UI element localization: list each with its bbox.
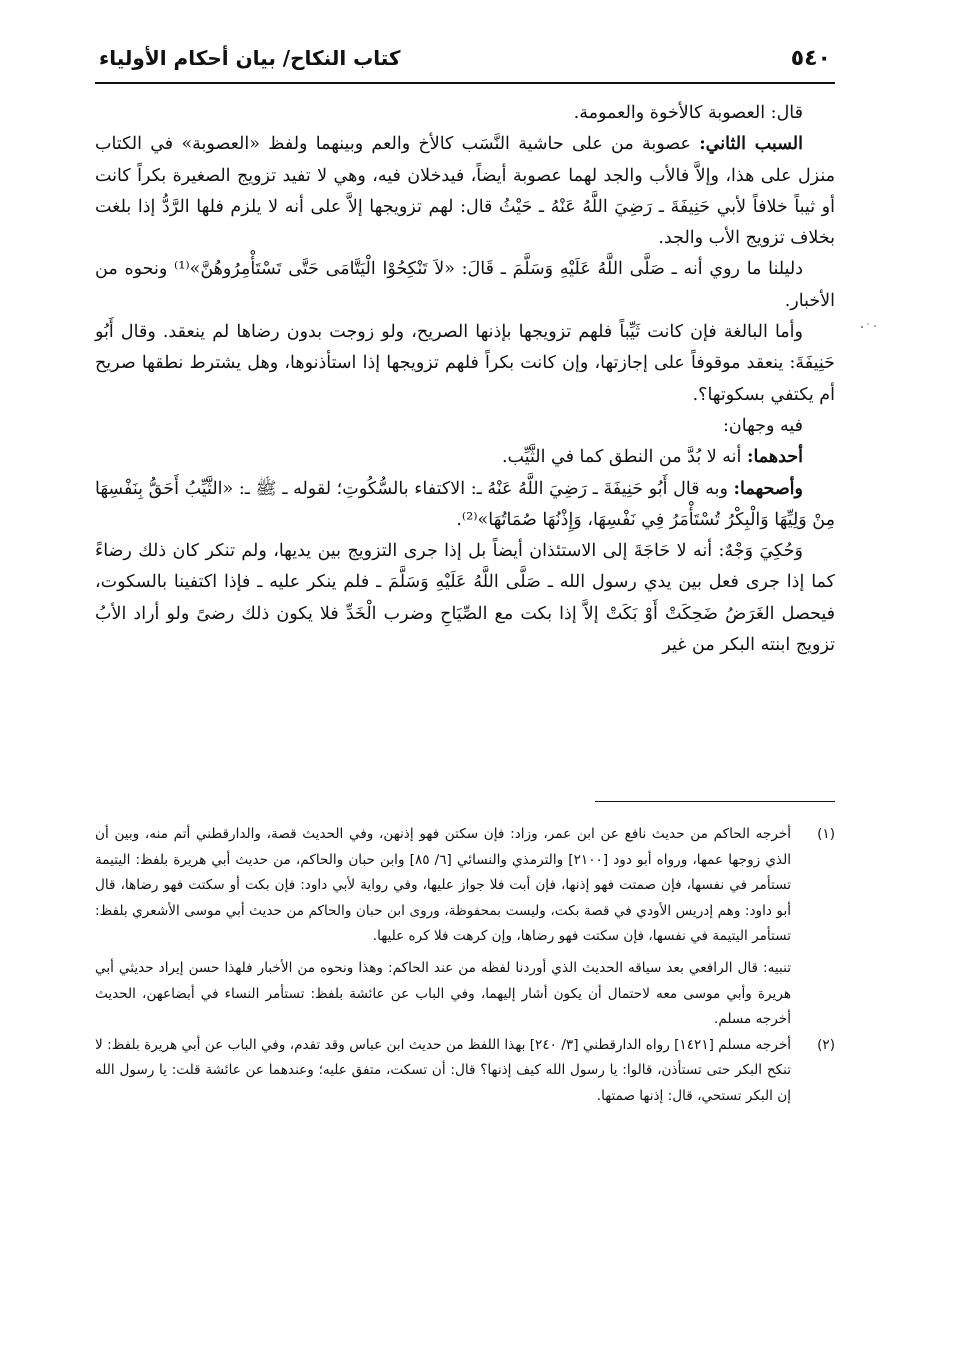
ink-speck-icon <box>858 318 880 332</box>
footnote-divider <box>595 801 835 802</box>
paragraph-text: وأما البالغة فإن كانت ثَيِّباً فلهم تزويجها بإذنها الصريح، ولو زوجت بدون رضاها لم ينعقد. وقال أَبُو حَنِيفَةَ: ينعقد موقوفاً على إجازتها، وإن كانت بكراً فلهم تزويجها إذا استأذنوها، وهل يشترط نطقها صريح أم يكتفي بسكوتها؟. <box>95 322 835 405</box>
paragraph <box>95 474 835 537</box>
footnote-note: تنبيه: قال الرافعي بعد سياقه الحديث الذي أوردنا لفظه من عند الحاكم: وهذا ونحوه من الأخبار فلهذا حسن إيراد حديثي أبي هريرة وأبي موسى معه لاحتمال أن يكون أشار إليهما، وفي الباب عن عائشة بلفظ: تستأمر النساء في أبضاعهن، الحديث أخرجه مسلم. <box>95 959 791 1028</box>
footnote-text: أخرجه مسلم [١٤٢١] رواه الدارقطني [٣/ ٢٤٠] بهذا اللفظ من حديث ابن عباس وقد تقدم، وفي الباب عن أبي هريرة بلفظ: لا تنكح البكر حتى تستأذن، قالوا: يا رسول الله كيف إذنها؟ قال: أن تسكت، متفق عليه؛ وعندهما عن عائشة قلت: يا رسول الله إن البكر تستحي، قال: إذنها صمتها. <box>95 1036 791 1104</box>
paragraph-text: أنه لا بُدَّ من النطق كما في الثَّيِّب. <box>501 447 747 468</box>
footnote <box>95 822 835 950</box>
paragraph-text: أنه لا حَاجَةَ إلى الاستئذان أيضاً بل إذا جرى التزويج بين يديها، ولم تنكر كان ذلك رضاءً كما إذا جرى فعل بين يدي رسول الله ـ صَلَّى اللَّهُ عَلَيْهِ وَسَلَّمَ ـ فلم ينكر عليه ـ فإذا اكتفينا بالسكوت، فيحصل الغَرَضُ ضَحِكَتْ أَوْ بَكَتْ إلاَّ إذا بكت مع الصِّيَاحِ وضرب الْخَدِّ فلا يكون ذلك رضىً ولو أراد الأبُ تزويج ابنته البكر من غير <box>95 541 835 656</box>
footnotes <box>95 822 835 1110</box>
footnote-number: (١) <box>817 826 835 842</box>
paragraph-text: فيه وجهان: <box>722 415 803 436</box>
paragraph <box>95 98 835 129</box>
paragraph <box>95 411 835 442</box>
paragraph-lead: وَحُكِيَ وَجْهٌ: <box>718 541 803 562</box>
paragraph <box>95 536 835 661</box>
running-title: كتاب النكاح/ بيان أحكام الأولياء <box>99 46 401 70</box>
paragraph <box>95 254 835 317</box>
paragraph-text: وبه قال أَبُو حَنِيفَةَ ـ رَضِيَ اللَّهُ عَنْهُ ـ: الاكتفاء بالسُّكُوتِ؛ لقوله ـ ﷺ ـ: «الثَّيِّبُ أَحَقُّ بِنَفْسِهَا مِنْ وَلِيِّهَا وَالْبِكْرُ تُسْتَأْمَرُ فِي نَفْسِهَا، وَإِذْنُهَا صُمَاتُهَا»⁽²⁾. <box>95 478 835 530</box>
footnote-text: أخرجه الحاكم من حديث نافع عن ابن عمر، وزاد: فإن سكتن فهو إذنهن، وفي الحديث قصة، والدارقطني أتم منه، وبين أن الذي زوجها عمها، ورواه أبو دود [٢١٠٠] والترمذي والنسائي [٦/ ٨٥] وابن حبان والحاكم، من حديث أبي هريرة بلفظ: اليتيمة تستأمر في نفسها، فإن صمتت فهو إذنها، فإن أبت فلا جواز عليها، وفي رواية لأبي داود: فإن بكت أو سكتت فهو رضاها، قال أبو داود: وهم إدريس الأودي في قصة بكت، وليست بمحفوظة، وروى ابن حبان والحاكم من حديث أبي موسى الأشعري بلفظ: تستأمر اليتيمة في نفسها، فإن سكتت فهو رضاها، وإن كرهت فلا كره عليها. <box>95 826 791 945</box>
page-number: ٥٤٠ <box>790 46 831 71</box>
paragraph-lead: السبب الثاني: <box>699 134 803 155</box>
paragraph <box>95 317 835 411</box>
paragraph-text: قال: العصوبة كالأخوة والعمومة. <box>573 103 803 123</box>
page-header <box>95 40 835 84</box>
paragraph <box>95 442 835 473</box>
paragraph-lead: وأصحهما: <box>733 478 803 499</box>
paragraph-lead: أحدهما: <box>746 447 803 468</box>
footnote-number: (٢) <box>817 1036 835 1053</box>
footnote <box>95 1033 835 1110</box>
paragraph <box>95 129 835 254</box>
main-text <box>95 98 835 661</box>
paragraph-text: عصوبة من على حاشية النَّسَب كالأخ والعم وبينهما ولفظ «العصوبة» في الكتاب منزل على هذا، وإلاَّ فالأب والجد لهما عصوبة أيضاً، فيدخلان فيه، وهي لا تفيد تزويج الصغيرة بكراً كانت أو ثيباً خلافاً لأبي حَنِيفَةَ ـ رَضِيَ اللَّهُ عَنْهُ ـ حَيْثُ قال: لهم تزويجها إلاَّ على أنه لا يلزم فلها الرَّدُّ إذا بلغت بخلاف تزويج الأب والجد. <box>95 134 835 249</box>
paragraph-text: دليلنا ما روي أنه ـ صَلَّى اللَّهُ عَلَيْهِ وَسَلَّمَ ـ قَالَ: «لاَ تَنْكِحُوْا الْيَتَّامَى حَتَّى تَسْتَأْمِرُوهُنَّ»⁽¹⁾ ونحوه من الأخبار. <box>95 259 835 311</box>
